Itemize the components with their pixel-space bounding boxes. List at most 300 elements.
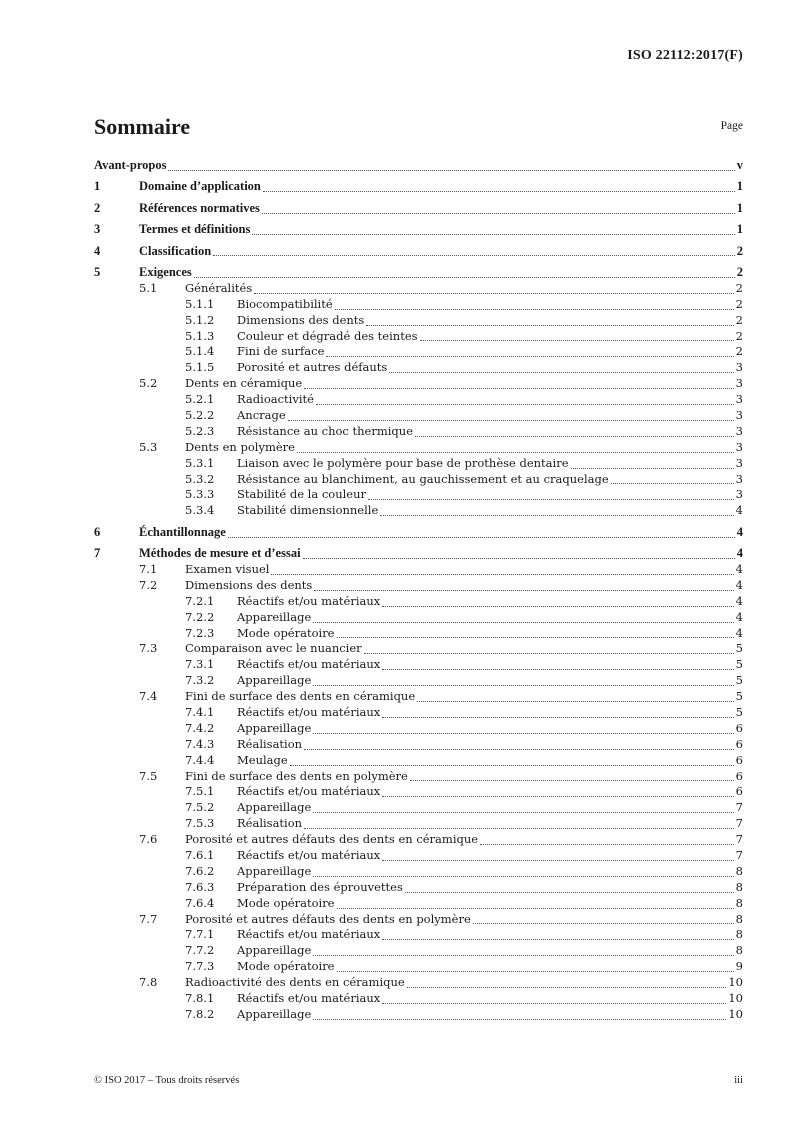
toc-entry-page: 7 <box>735 816 743 831</box>
toc-entry-page: 6 <box>735 720 743 735</box>
toc-entry-label: Réactifs et/ou matériaux <box>237 848 381 863</box>
toc-entry-number: 5.2 <box>139 376 158 391</box>
toc-entry[interactable] <box>94 440 743 456</box>
toc-entry-number: 7.6.3 <box>185 879 215 894</box>
footer-copyright: © ISO 2017 – Tous droits réservés <box>94 1075 240 1086</box>
toc-entry-number: 7.6 <box>139 832 158 847</box>
toc-entry-number: 5.1.3 <box>185 328 215 343</box>
toc-entry[interactable] <box>94 408 743 424</box>
toc-entry-number: 7.5 <box>139 768 158 783</box>
toc-entry-line <box>237 673 743 689</box>
toc-entry-page: 3 <box>735 360 743 375</box>
toc-entry-line <box>139 179 743 195</box>
toc-entry[interactable] <box>94 244 743 260</box>
toc-entry-label: Biocompatibilité <box>237 296 333 311</box>
toc-entry[interactable] <box>94 800 743 816</box>
toc-entry-label: Appareillage <box>237 800 312 815</box>
toc-entry-line <box>237 626 743 642</box>
toc-entry[interactable] <box>94 927 743 943</box>
toc-entry[interactable] <box>94 313 743 329</box>
toc-entry[interactable] <box>94 848 743 864</box>
toc-entry-line <box>139 201 743 217</box>
toc-entry-line <box>237 344 743 360</box>
toc-entry-number: 7.4.2 <box>185 720 215 735</box>
toc-entry-line <box>185 832 743 848</box>
toc-entry[interactable] <box>94 864 743 880</box>
toc-entry-page: 8 <box>735 895 743 910</box>
toc-entry-line <box>185 281 743 297</box>
toc-entry-page: 4 <box>736 524 743 539</box>
toc-entry-line <box>185 578 743 594</box>
toc-entry-number: 7.8.1 <box>185 991 215 1006</box>
toc-leader-dots <box>290 765 734 766</box>
toc-leader-dots <box>326 356 733 357</box>
toc-entry[interactable] <box>94 657 743 673</box>
toc-entry-number: 7.3 <box>139 641 158 656</box>
toc-leader-dots <box>382 939 733 940</box>
toc-entry-page: 3 <box>735 471 743 486</box>
toc-leader-dots <box>316 404 734 405</box>
toc-entry[interactable] <box>94 880 743 896</box>
toc-entry-page: 10 <box>728 991 743 1006</box>
toc-leader-dots <box>313 955 733 956</box>
toc-entry-page: 5 <box>735 689 743 704</box>
footer-page-number: iii <box>734 1075 743 1086</box>
toc-entry-line <box>237 456 743 472</box>
toc-leader-dots <box>297 452 734 453</box>
toc-entry-page: 6 <box>735 752 743 767</box>
toc-entry-line <box>237 360 743 376</box>
toc-leader-dots <box>368 499 734 500</box>
toc-entry-line <box>237 487 743 503</box>
toc-leader-dots <box>168 170 734 171</box>
toc-entry-line <box>237 943 743 959</box>
toc-entry-label: Échantillonnage <box>139 524 226 539</box>
toc-leader-dots <box>407 987 727 988</box>
toc-entry-number: 7.5.3 <box>185 816 215 831</box>
toc-leader-dots <box>382 606 733 607</box>
toc-entry-label: Domaine d’application <box>139 179 261 194</box>
toc-entry-label: Références normatives <box>139 200 260 215</box>
toc-entry-number: 5.2.3 <box>185 423 215 438</box>
toc-entry-label: Stabilité dimensionnelle <box>237 503 379 518</box>
toc-entry[interactable] <box>94 456 743 472</box>
toc-entry[interactable] <box>94 376 743 392</box>
toc-entry-page: 9 <box>735 959 743 974</box>
toc-leader-dots <box>313 1019 726 1020</box>
toc-entry-number: 7.4.4 <box>185 752 215 767</box>
toc-entry-label: Liaison avec le polymère pour base de prothèse dentaire <box>237 455 569 470</box>
toc-entry[interactable] <box>94 201 743 217</box>
toc-leader-dots <box>228 537 735 538</box>
toc-leader-dots <box>254 293 733 294</box>
toc-entry-line <box>185 769 743 785</box>
toc-entry-label: Meulage <box>237 752 288 767</box>
toc-entry-line <box>237 297 743 313</box>
toc-entry-line <box>237 816 743 832</box>
toc-entry-number: 7.5.2 <box>185 800 215 815</box>
toc-leader-dots <box>571 468 734 469</box>
toc-entry-page: 2 <box>735 280 743 295</box>
toc-entry-label: Réactifs et/ou matériaux <box>237 705 381 719</box>
toc-entry-line <box>185 975 743 991</box>
toc-entry[interactable] <box>94 753 743 769</box>
toc-entry-label: Mode opératoire <box>237 625 335 640</box>
toc-entry-number: 7 <box>94 546 101 561</box>
toc-entry[interactable] <box>94 784 743 800</box>
toc-leader-dots <box>337 971 734 972</box>
toc-entry[interactable] <box>94 344 743 360</box>
toc-entry-page: 4 <box>735 625 743 640</box>
toc-leader-dots <box>304 828 734 829</box>
toc-entry-line <box>185 376 743 392</box>
toc-entry-line <box>237 472 743 488</box>
toc-entry[interactable] <box>94 689 743 705</box>
toc-entry-label: Appareillage <box>237 609 312 624</box>
toc-entry-page: 2 <box>735 296 743 311</box>
toc-entry-number: 7.8.2 <box>185 1006 215 1021</box>
toc-entry-label: Radioactivité <box>237 392 314 407</box>
toc-leader-dots <box>415 436 734 437</box>
page-column-label: Page <box>720 120 743 132</box>
toc-entry-page: 3 <box>735 487 743 502</box>
toc-entry-page: 2 <box>735 312 743 327</box>
toc-entry-line <box>237 753 743 769</box>
toc-entry-page: 4 <box>735 577 743 592</box>
toc-entry[interactable] <box>94 769 743 785</box>
toc-entry-label: Fini de surface des dents en céramique <box>185 689 416 704</box>
toc-entry-page: 2 <box>735 344 743 359</box>
toc-entry-number: 5.3.1 <box>185 455 215 470</box>
toc-entry-page: v <box>736 158 743 172</box>
toc-entry-label: Dimensions des dents <box>237 312 365 327</box>
toc-leader-dots <box>304 388 733 389</box>
toc-entry-line <box>139 546 743 562</box>
toc-entry-label: Ancrage <box>237 407 286 422</box>
toc-entry-number: 7.2 <box>139 577 158 592</box>
toc-entry-number: 5.1.4 <box>185 344 215 359</box>
document-id: ISO 22112:2017(F) <box>627 48 743 63</box>
toc-entry-page: 3 <box>735 455 743 470</box>
toc-entry-page: 3 <box>735 423 743 438</box>
toc-entry-line <box>237 392 743 408</box>
table-of-contents <box>94 158 743 1023</box>
toc-entry-page: 1 <box>736 222 743 237</box>
toc-entry-line <box>237 927 743 943</box>
toc-entry-page: 4 <box>735 561 743 576</box>
toc-entry[interactable] <box>94 737 743 753</box>
toc-entry-number: 1 <box>94 179 101 194</box>
toc-entry-label: Méthodes de mesure et d’essai <box>139 546 301 561</box>
toc-entry-line <box>237 959 743 975</box>
toc-leader-dots <box>366 325 733 326</box>
toc-leader-dots <box>611 483 734 484</box>
toc-entry[interactable] <box>94 705 743 721</box>
toc-leader-dots <box>288 420 734 421</box>
toc-entry-line <box>237 329 743 345</box>
toc-entry-number: 7.2.2 <box>185 609 215 624</box>
toc-entry[interactable] <box>94 222 743 238</box>
toc-entry[interactable] <box>94 503 743 519</box>
toc-entry-label: Stabilité de la couleur <box>237 487 367 502</box>
toc-entry-page: 5 <box>735 641 743 656</box>
toc-leader-dots <box>262 213 735 214</box>
toc-entry-line <box>237 848 743 864</box>
toc-entry-label: Généralités <box>185 280 253 295</box>
toc-entry-line <box>237 880 743 896</box>
toc-entry[interactable] <box>94 594 743 610</box>
toc-entry-number: 7.6.2 <box>185 863 215 878</box>
toc-entry-page: 4 <box>736 546 743 561</box>
toc-leader-dots <box>337 908 734 909</box>
toc-entry-label: Examen visuel <box>185 561 270 576</box>
toc-entry-number: 7.7.3 <box>185 959 215 974</box>
toc-entry-number: 7.3.2 <box>185 673 215 688</box>
toc-entry-page: 6 <box>735 736 743 751</box>
toc-entry-number: 7.6.4 <box>185 895 215 910</box>
toc-entry[interactable] <box>94 525 743 541</box>
toc-entry-page: 7 <box>735 832 743 847</box>
page-title: Sommaire <box>94 114 191 139</box>
toc-entry-line <box>139 244 743 260</box>
toc-entry-label: Préparation des éprouvettes <box>237 879 403 894</box>
toc-entry-number: 5.1.1 <box>185 296 215 311</box>
toc-entry-line <box>185 562 743 578</box>
toc-entry[interactable] <box>94 816 743 832</box>
toc-entry-label: Réactifs et/ou matériaux <box>237 784 381 799</box>
toc-entry-page: 7 <box>735 848 743 863</box>
toc-entry-label: Exigences <box>139 264 192 279</box>
toc-entry[interactable] <box>94 641 743 657</box>
toc-entry-number: 7.7.2 <box>185 943 215 958</box>
toc-entry-number: 5.2.1 <box>185 392 215 407</box>
toc-entry-label: Classification <box>139 243 212 258</box>
toc-entry-line <box>237 313 743 329</box>
toc-entry-number: 5.1.2 <box>185 312 215 327</box>
toc-entry-line <box>185 440 743 456</box>
toc-leader-dots <box>337 637 734 638</box>
toc-entry-page: 8 <box>735 911 743 926</box>
toc-leader-dots <box>303 558 735 559</box>
toc-leader-dots <box>473 923 734 924</box>
toc-entry-page: 10 <box>728 1006 743 1021</box>
toc-entry-label: Appareillage <box>237 863 312 878</box>
toc-entry-label: Porosité et autres défauts des dents en polymère <box>185 911 471 926</box>
toc-entry-number: 7.7.1 <box>185 927 215 942</box>
toc-entry[interactable] <box>94 626 743 642</box>
toc-leader-dots <box>313 622 733 623</box>
toc-entry-label: Porosité et autres défauts <box>237 360 388 375</box>
toc-entry-page: 2 <box>735 328 743 343</box>
toc-entry-label: Réactifs et/ou matériaux <box>237 657 381 672</box>
toc-entry-page: 6 <box>735 768 743 783</box>
toc-entry-number: 7.4.1 <box>185 705 215 719</box>
toc-entry-label: Couleur et dégradé des teintes <box>237 328 418 343</box>
toc-leader-dots <box>382 717 733 718</box>
toc-entry[interactable] <box>94 578 743 594</box>
toc-entry-line <box>237 705 743 721</box>
toc-entry-line <box>237 594 743 610</box>
toc-entry-page: 2 <box>736 264 743 279</box>
toc-entry-number: 7.2.1 <box>185 593 215 608</box>
toc-entry[interactable] <box>94 487 743 503</box>
toc-entry-number: 7.1 <box>139 561 158 576</box>
toc-leader-dots <box>364 653 734 654</box>
toc-entry[interactable] <box>94 562 743 578</box>
toc-leader-dots <box>420 340 734 341</box>
toc-entry-page: 8 <box>735 879 743 894</box>
toc-entry[interactable] <box>94 158 743 174</box>
toc-entry-page: 6 <box>735 784 743 799</box>
toc-entry-number: 7.7 <box>139 911 158 926</box>
toc-entry-number: 4 <box>94 243 101 258</box>
toc-entry-number: 3 <box>94 222 101 237</box>
toc-entry[interactable] <box>94 424 743 440</box>
toc-leader-dots <box>304 749 734 750</box>
toc-entry-label: Résistance au choc thermique <box>237 423 414 438</box>
toc-entry[interactable] <box>94 179 743 195</box>
toc-entry[interactable] <box>94 721 743 737</box>
toc-entry-line <box>237 424 743 440</box>
toc-entry-label: Résistance au blanchiment, au gauchissement et au craquelage <box>237 471 609 486</box>
toc-leader-dots <box>382 796 733 797</box>
toc-leader-dots <box>271 574 733 575</box>
toc-entry-line <box>237 896 743 912</box>
toc-entry[interactable] <box>94 392 743 408</box>
toc-entry-number: 5.3 <box>139 439 158 454</box>
toc-entry-line <box>185 641 743 657</box>
toc-leader-dots <box>335 309 734 310</box>
toc-leader-dots <box>410 780 734 781</box>
toc-entry[interactable] <box>94 472 743 488</box>
toc-entry-number: 7.6.1 <box>185 848 215 863</box>
toc-entry-page: 7 <box>735 800 743 815</box>
toc-entry-page: 8 <box>735 943 743 958</box>
toc-leader-dots <box>389 372 733 373</box>
toc-entry-page: 4 <box>735 593 743 608</box>
toc-entry-number: 7.2.3 <box>185 625 215 640</box>
toc-entry-line <box>237 503 743 519</box>
toc-entry-label: Avant-propos <box>94 158 167 172</box>
toc-entry-label: Réalisation <box>237 816 303 831</box>
toc-leader-dots <box>380 515 733 516</box>
toc-entry-page: 3 <box>735 376 743 391</box>
toc-entry[interactable] <box>94 959 743 975</box>
toc-leader-dots <box>417 701 734 702</box>
toc-leader-dots <box>382 1003 726 1004</box>
toc-entry[interactable] <box>94 610 743 626</box>
toc-entry[interactable] <box>94 360 743 376</box>
toc-entry-label: Comparaison avec le nuancier <box>185 641 362 656</box>
toc-entry-number: 6 <box>94 524 101 539</box>
toc-entry-page: 3 <box>735 392 743 407</box>
toc-entry-line <box>139 222 743 238</box>
toc-leader-dots <box>313 685 733 686</box>
toc-entry-page: 3 <box>735 407 743 422</box>
toc-entry-number: 5.3.3 <box>185 487 215 502</box>
toc-leader-dots <box>194 277 735 278</box>
toc-entry-number: 7.8 <box>139 975 158 990</box>
toc-entry-number: 7.3.1 <box>185 657 215 672</box>
toc-entry-page: 8 <box>735 863 743 878</box>
toc-entry-label: Réactifs et/ou matériaux <box>237 927 381 942</box>
toc-entry-label: Mode opératoire <box>237 959 335 974</box>
toc-entry[interactable] <box>94 297 743 313</box>
toc-entry-line <box>237 721 743 737</box>
toc-entry-line <box>185 912 743 928</box>
toc-entry-line <box>237 864 743 880</box>
toc-leader-dots <box>382 860 733 861</box>
toc-entry-label: Termes et définitions <box>139 222 251 237</box>
toc-entry-label: Dents en polymère <box>185 439 295 454</box>
toc-entry-label: Appareillage <box>237 1006 312 1021</box>
toc-leader-dots <box>405 892 734 893</box>
toc-leader-dots <box>263 191 735 192</box>
toc-entry-number: 5.3.2 <box>185 471 215 486</box>
toc-entry-label: Appareillage <box>237 943 312 958</box>
toc-leader-dots <box>313 812 733 813</box>
toc-entry-page: 4 <box>735 609 743 624</box>
toc-entry-page: 3 <box>735 439 743 454</box>
toc-entry[interactable] <box>94 896 743 912</box>
toc-entry-label: Radioactivité des dents en céramique <box>185 975 405 990</box>
toc-entry[interactable] <box>94 975 743 991</box>
toc-entry-label: Dents en céramique <box>185 376 303 391</box>
toc-entry-line <box>237 1007 743 1023</box>
toc-entry[interactable] <box>94 281 743 297</box>
toc-entry-line <box>139 525 743 541</box>
toc-entry-label: Appareillage <box>237 720 312 735</box>
toc-entry-page: 5 <box>735 673 743 688</box>
toc-entry[interactable] <box>94 265 743 281</box>
toc-entry-page: 10 <box>728 975 743 990</box>
toc-entry-line <box>237 800 743 816</box>
toc-entry[interactable] <box>94 912 743 928</box>
toc-entry-page: 4 <box>735 503 743 518</box>
toc-leader-dots <box>480 844 734 845</box>
toc-entry-label: Réalisation <box>237 736 303 751</box>
toc-entry-page: 5 <box>735 657 743 672</box>
toc-entry-line <box>237 737 743 753</box>
toc-entry-label: Dimensions des dents <box>185 577 313 592</box>
toc-entry-line <box>237 784 743 800</box>
toc-entry-label: Fini de surface des dents en polymère <box>185 768 408 783</box>
toc-entry-label: Fini de surface <box>237 344 325 359</box>
toc-entry-page: 1 <box>736 200 743 215</box>
toc-entry-line <box>237 408 743 424</box>
toc-entry-label: Réactifs et/ou matériaux <box>237 991 381 1006</box>
toc-entry-page: 2 <box>736 243 743 258</box>
toc-entry-line <box>237 657 743 673</box>
toc-entry-line <box>237 610 743 626</box>
toc-entry[interactable] <box>94 546 743 562</box>
toc-entry[interactable] <box>94 943 743 959</box>
toc-leader-dots <box>313 733 733 734</box>
toc-leader-dots <box>213 255 735 256</box>
toc-leader-dots <box>252 234 734 235</box>
toc-entry-number: 5.3.4 <box>185 503 215 518</box>
toc-entry-number: 7.4.3 <box>185 736 215 751</box>
toc-entry-line <box>237 991 743 1007</box>
toc-entry[interactable] <box>94 991 743 1007</box>
toc-entry[interactable] <box>94 832 743 848</box>
toc-leader-dots <box>314 590 733 591</box>
toc-entry-label: Appareillage <box>237 673 312 688</box>
toc-entry[interactable] <box>94 329 743 345</box>
toc-entry[interactable] <box>94 1007 743 1023</box>
toc-entry-line <box>139 265 743 281</box>
toc-entry[interactable] <box>94 673 743 689</box>
